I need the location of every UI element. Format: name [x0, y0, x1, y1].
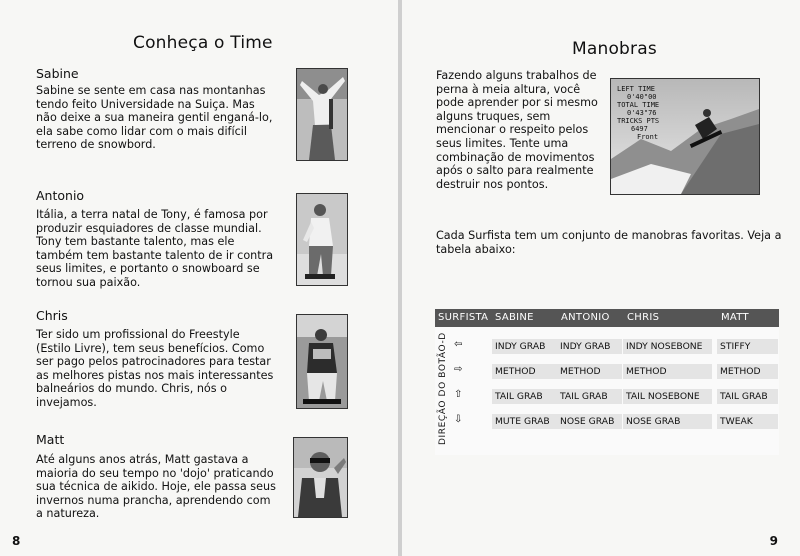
table-cell: METHOD [717, 364, 778, 379]
hud-line: 6497 [631, 125, 648, 133]
header-surfista: SURFISTA [438, 312, 489, 323]
page-number-left: 8 [12, 534, 21, 548]
table-cell: INDY GRAB [492, 339, 557, 354]
tricks-intro-text: Fazendo alguns trabalhos de perna à meia altura, você pode aprender por si mesmo alguns truques, sem mencionar o respeito pelos seus limites. Tente uma combinação de movimentos após o salto para realmente destruir nos pontos. [436, 69, 598, 191]
table-cell: TAIL GRAB [492, 389, 557, 404]
member-bio-sabine: Sabine se sente em casa nas montanhas tendo feito Universidade na Suiça. Mas não deixe a sua maneira gentil enganá-lo, ela sabe como lidar com o mais difícil terreno de snowbord. [36, 84, 273, 152]
page-title: Conheça o Time [133, 33, 273, 53]
table-cell: TAIL NOSEBONE [623, 389, 712, 404]
table-cell: STIFFY [717, 339, 778, 354]
right-page [402, 0, 800, 556]
sabine-photo [296, 68, 348, 161]
member-name-matt: Matt [36, 432, 65, 447]
table-cell: TWEAK [717, 414, 778, 429]
arrow-left-icon: ⇦ [454, 339, 463, 350]
table-cell: NOSE GRAB [623, 414, 712, 429]
hud-line: TOTAL TIME [617, 101, 660, 109]
table-cell: INDY GRAB [557, 339, 622, 354]
table-cell: TAIL GRAB [557, 389, 622, 404]
antonio-photo [296, 193, 348, 286]
hud-line: LEFT TIME [617, 85, 655, 93]
gameplay-screenshot [610, 78, 760, 195]
arrow-up-icon: ⇧ [454, 389, 463, 400]
table-body [435, 327, 779, 455]
header-matt: MATT [721, 312, 749, 323]
table-cell: INDY NOSEBONE [623, 339, 712, 354]
member-bio-antonio: Itália, a terra natal de Tony, é famosa por produzir esquiadores de classe mundial. Tony tem bastante talento, mas ele também tem bastante talento de ir contra seus limites, e portanto o snowboard se tornou sua paixão. [36, 208, 274, 289]
chris-photo [296, 314, 348, 409]
member-name-antonio: Antonio [36, 188, 85, 203]
hud-line: 0'43"76 [627, 109, 657, 117]
table-cell: MUTE GRAB [492, 414, 557, 429]
table-cell: NOSE GRAB [557, 414, 622, 429]
member-bio-chris: Ter sido um profissional do Freestyle (Estilo Livre), tem seus benefícios. Como ser pago pelos patrocinadores para testar as melhores pistas nos mais interessantes balneários do mundo. Chris, nós o invejamos. [36, 328, 274, 409]
hud-readout [617, 85, 659, 141]
hud-line: Front [637, 133, 659, 141]
table-cell: METHOD [557, 364, 622, 379]
tricks-table [435, 309, 779, 455]
page-title-manobras: Manobras [572, 39, 657, 59]
arrow-down-icon: ⇩ [454, 414, 463, 425]
table-cell: METHOD [492, 364, 557, 379]
header-chris: CHRIS [627, 312, 660, 323]
member-name-chris: Chris [36, 308, 68, 323]
member-name-sabine: Sabine [36, 66, 79, 81]
page-number-right: 9 [769, 534, 778, 548]
member-bio-matt: Até alguns anos atrás, Matt gastava a maioria do seu tempo no 'dojo' praticando sua técnica de aikido. Hoje, ele passa seus invernos numa prancha, aprendendo com a natureza. [36, 453, 276, 521]
left-page [0, 0, 398, 556]
table-header-row [435, 309, 779, 327]
hud-line: 0'40"00 [627, 93, 657, 101]
matt-photo [293, 437, 348, 518]
header-antonio: ANTONIO [561, 312, 610, 323]
table-cell: METHOD [623, 364, 712, 379]
hud-line: TRICKS PTS [617, 117, 660, 125]
dpad-direction-label: DIREÇÃO DO BOTÃO-D [438, 332, 448, 445]
header-sabine: SABINE [495, 312, 534, 323]
table-cell: TAIL GRAB [717, 389, 778, 404]
arrow-right-icon: ⇨ [454, 364, 463, 375]
table-intro-text: Cada Surfista tem um conjunto de manobras favoritas. Veja a tabela abaixo: [436, 229, 782, 256]
